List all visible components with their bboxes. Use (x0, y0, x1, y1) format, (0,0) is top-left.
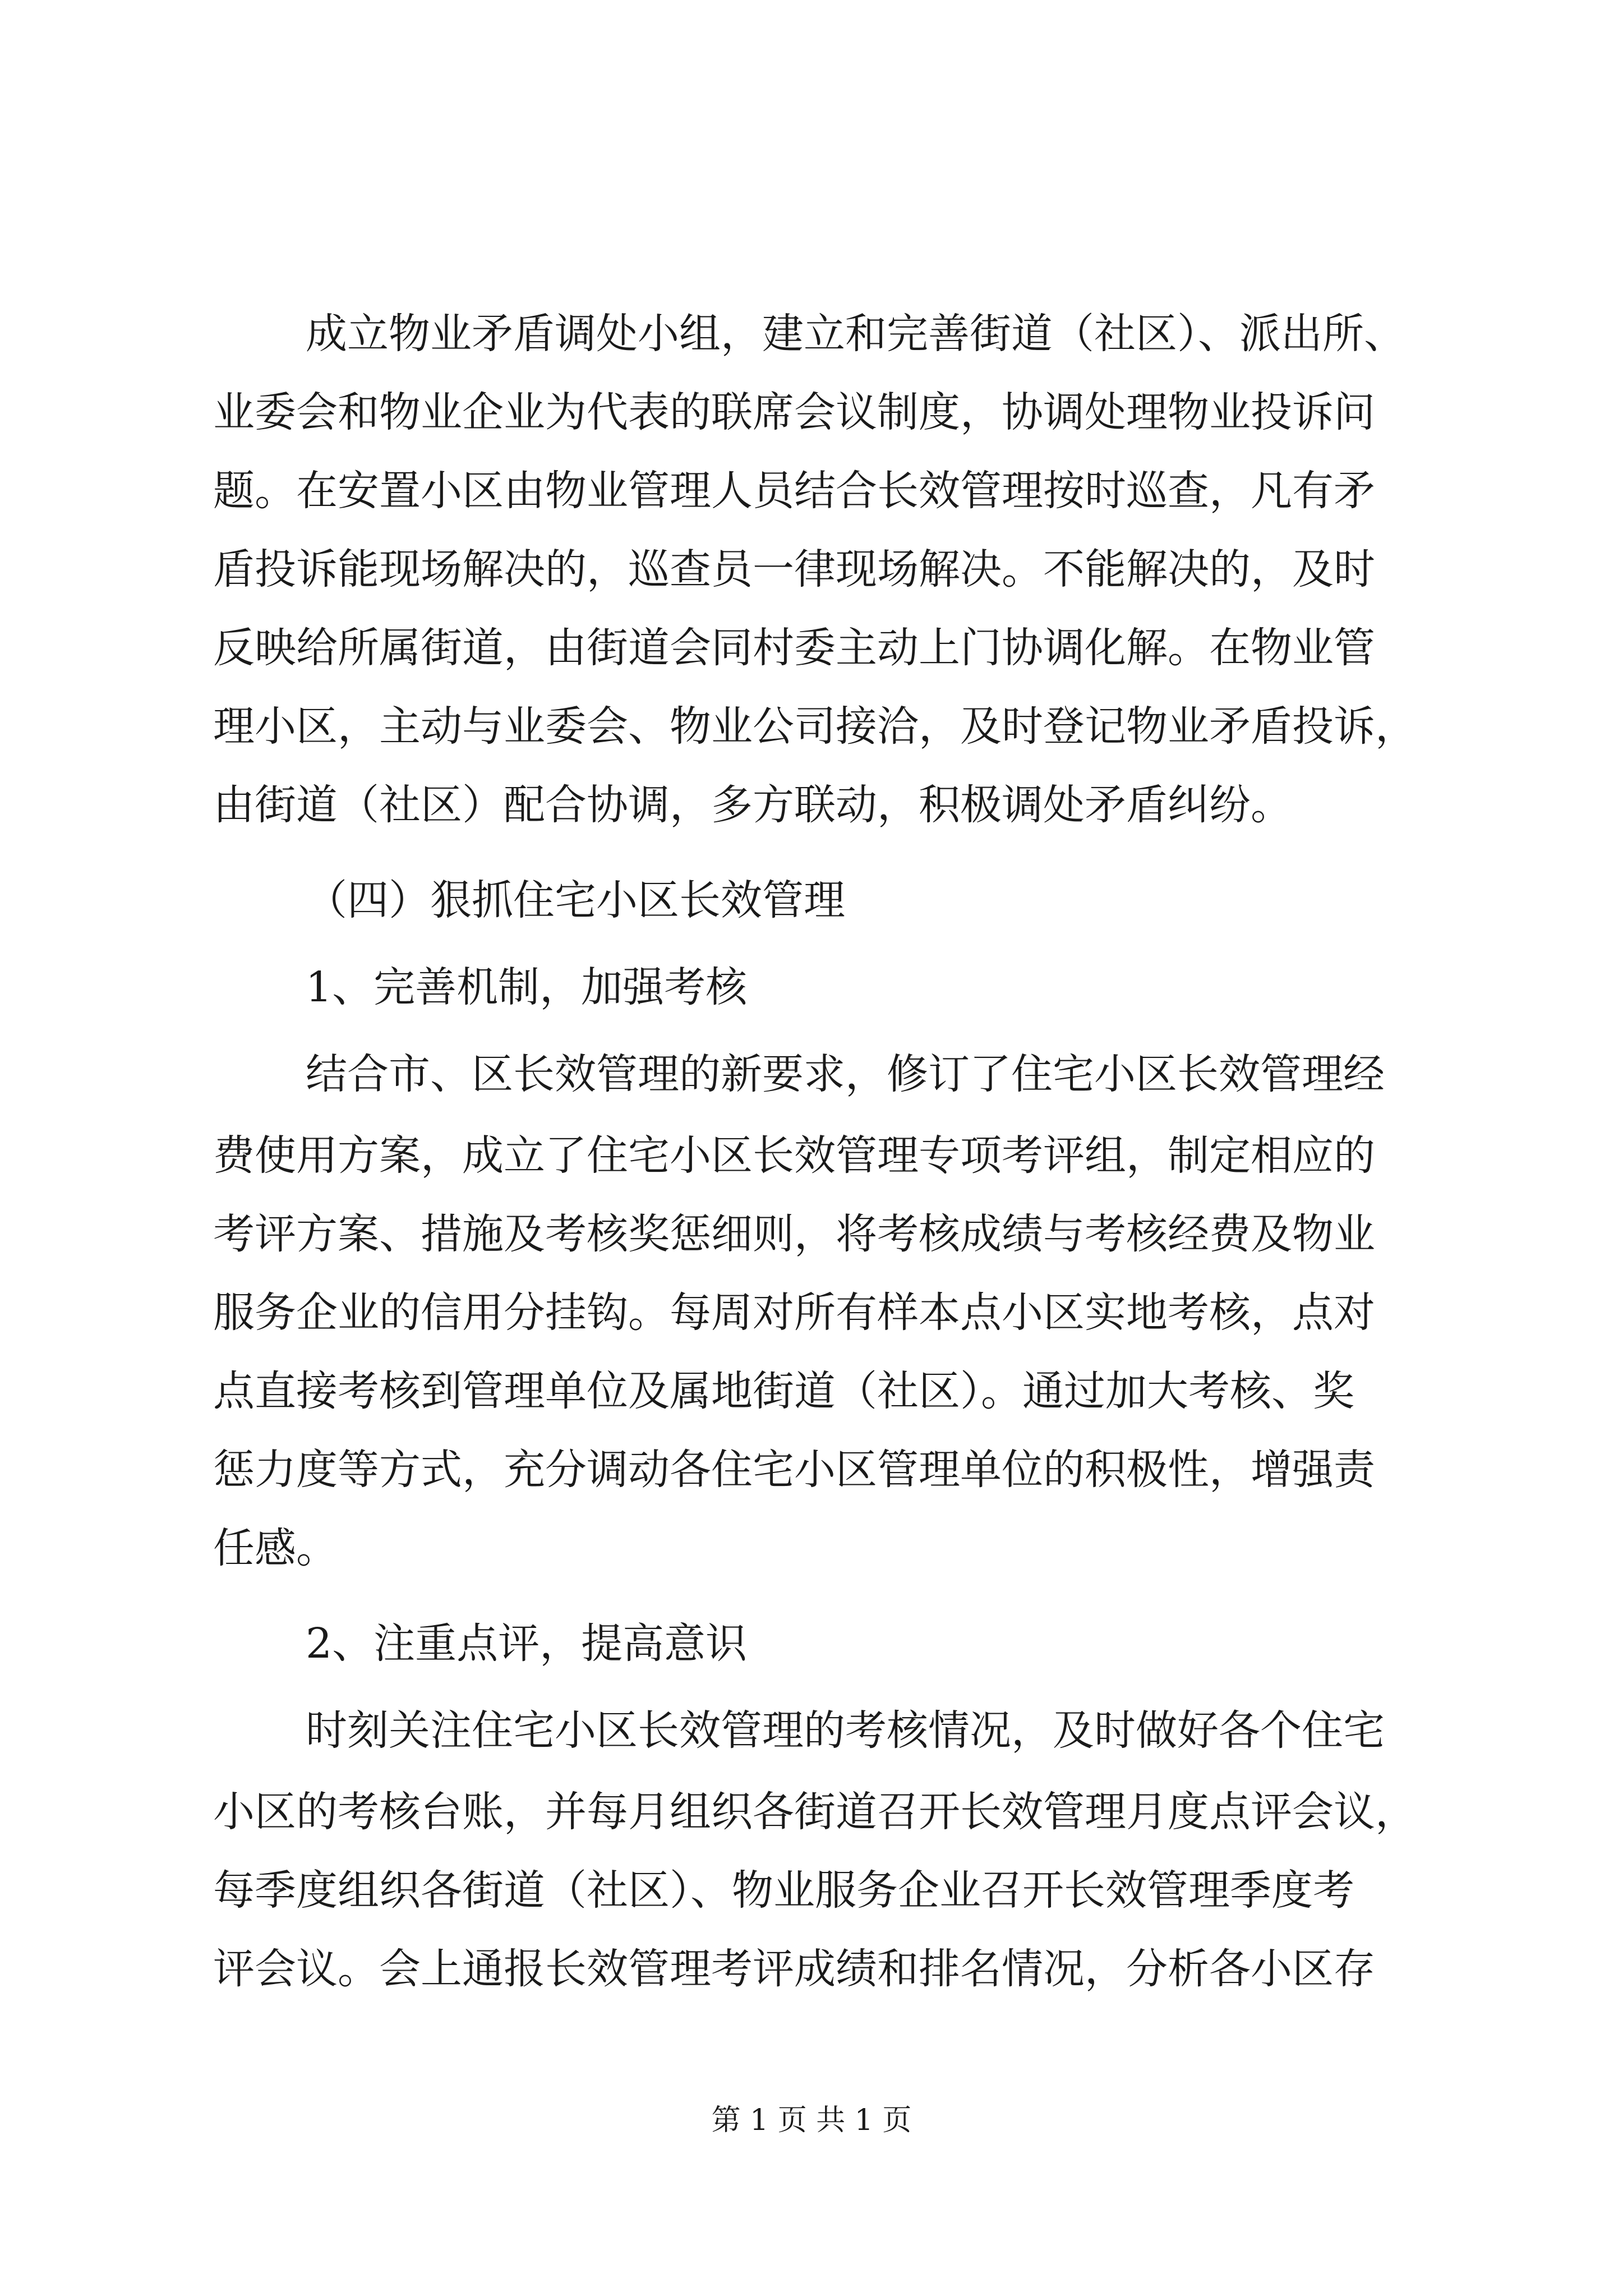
paragraph-line: 任感。 (213, 1524, 338, 1572)
paragraph-line: 由街道（社区）配合协调，多方联动，积极调处矛盾纠纷。 (213, 781, 1292, 829)
paragraph-line: 每季度组织各街道（社区）、物业服务企业召开长效管理季度考 (213, 1866, 1354, 1915)
paragraph-line: 服务企业的信用分挂钩。每周对所有样本点小区实地考核，点对 (213, 1289, 1375, 1337)
paragraph-line: 惩力度等方式，充分调动各住宅小区管理单位的积极性，增强责 (213, 1446, 1375, 1494)
paragraph-line: 题。在安置小区由物业管理人员结合长效管理按时巡查，凡有矛 (213, 467, 1375, 515)
paragraph-line: 点直接考核到管理单位及属地街道（社区）。通过加大考核、奖 (213, 1367, 1354, 1415)
section-heading: （四）狠抓住宅小区长效管理 (306, 876, 845, 924)
paragraph-line: 理小区，主动与业委会、物业公司接洽，及时登记物业矛盾投诉， (213, 702, 1417, 751)
paragraph-line: 结合市、区长效管理的新要求，修订了住宅小区长效管理经 (306, 1050, 1385, 1098)
paragraph-line: 小区的考核台账，并每月组织各街道召开长效管理月度点评会议， (213, 1788, 1417, 1836)
page-number-footer: 第 1 页 共 1 页 (711, 2104, 912, 2137)
subheading: 1、完善机制，加强考核 (306, 963, 748, 1011)
subheading: 2、注重点评，提高意识 (306, 1619, 748, 1668)
paragraph-line: 时刻关注住宅小区长效管理的考核情况，及时做好各个住宅 (306, 1706, 1385, 1755)
paragraph-line: 费使用方案，成立了住宅小区长效管理专项考评组，制定相应的 (213, 1131, 1375, 1180)
paragraph-line: 业委会和物业企业为代表的联席会议制度，协调处理物业投诉问 (213, 388, 1375, 436)
paragraph-line: 考评方案、措施及考核奖惩细则，将考核成绩与考核经费及物业 (213, 1210, 1375, 1258)
paragraph-line: 盾投诉能现场解决的，巡查员一律现场解决。不能解决的，及时 (213, 545, 1375, 593)
paragraph-line: 成立物业矛盾调处小组，建立和完善街道（社区）、派出所、 (306, 310, 1405, 358)
paragraph-line: 评会议。会上通报长效管理考评成绩和排名情况，分析各小区存 (213, 1945, 1375, 1993)
paragraph-line: 反映给所属街道，由街道会同村委主动上门协调化解。在物业管 (213, 624, 1375, 672)
